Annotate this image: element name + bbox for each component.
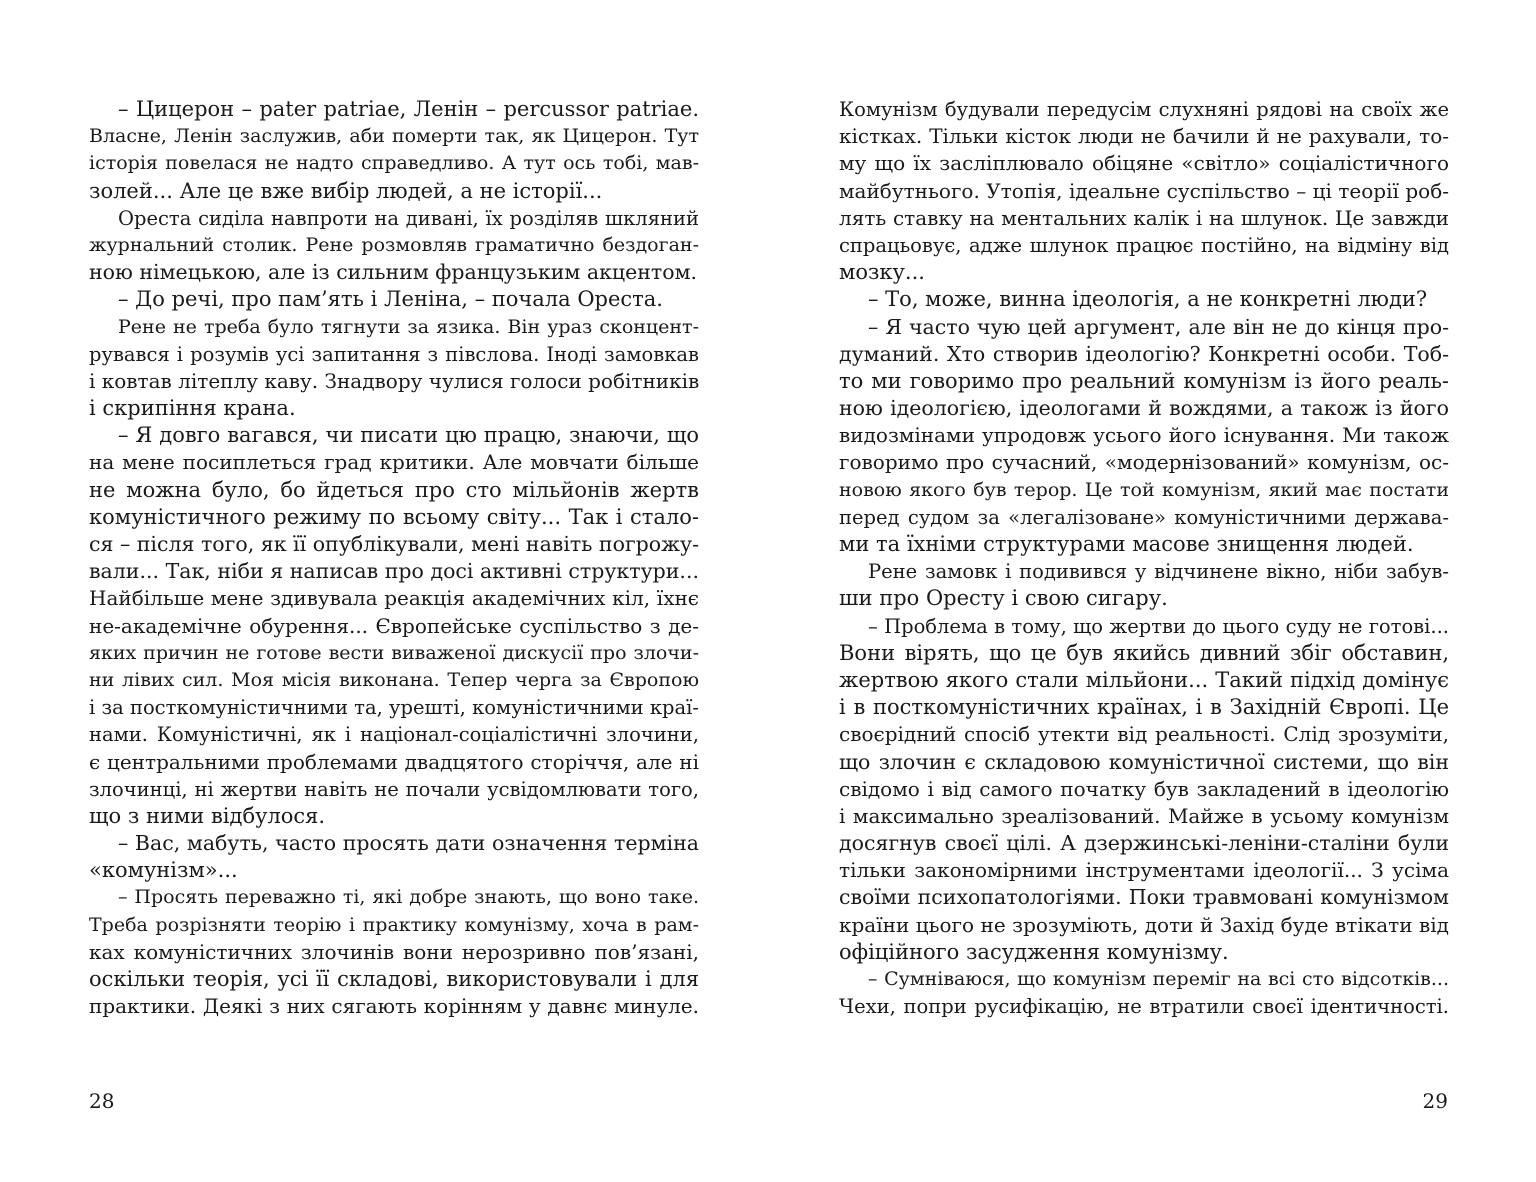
text-line: ся – після того, як її опублікували, мені навіть погрожу- [89,532,699,556]
text-line: Ореста сиділа навпроти на дивані, їх розділяв шкляний [118,206,699,230]
text-line: журнальний столик. Рене розмовляв граматично бездоган- [89,233,699,256]
text-line: Власне, Ленін заслужив, аби померти так, як Цицерон. Тут [89,125,699,148]
text-line: і в посткомуністичних країнах, і в Західній Європі. Це [839,695,1449,720]
page-number-left: 28 [89,1089,115,1113]
text-line: ми та їхніми структурами масове знищення людей. [839,532,1414,556]
text-line: не-академічне обурення... Європейське суспільство з де- [89,613,699,638]
text-line: лять ставку на ментальних калік і на шлунок. Це завжди [839,205,1449,230]
text-line: Вони вірять, що це був якийсь дивний збіг обставин, [839,640,1449,665]
text-line: що з ними відбулося. [89,803,326,828]
text-line: Треба розрізняти теорію і практику комунізму, хоча в рам- [89,913,699,936]
text-line: мозку... [839,260,925,285]
text-line: ною німецькою, але із сильним французьким акцентом. [89,260,698,285]
text-line: – Цицерон – pater patriae, Ленін – percussor patriae. [118,97,699,121]
left-page-text [89,96,699,1020]
text-line: вали... Так, ніби я написав про досі активні структури... [89,559,699,584]
text-line: Рене не треба було тягнути за язика. Він ураз сконцент- [118,315,699,338]
text-line: Комунізм будували передусім слухняні рядові на своїх же [839,98,1449,121]
text-line: нами. Комуністичні, як і націонал-соціалістичні злочини, [89,723,699,747]
text-line: ною ідеологією, ідеологами й вождями, а також із його [839,396,1449,421]
text-line: свідомо і від самого початку був закладений в ідеологію [839,776,1449,801]
text-line: Найбільше мене здивувала реакція академічних кіл, їхнє [89,586,699,611]
text-line: досягнув своєї цілі. А дзержинські-леніни-сталіни були [839,831,1449,856]
text-line: думаний. Хто створив ідеологію? Конкретні особи. Тоб- [839,341,1449,366]
text-line: своїми психопатологіями. Поки травмовані комунізмом [839,885,1449,910]
text-line: є центральними проблемами двадцятого сторіччя, але ні [89,749,699,774]
text-line: що злочин є складовою комуністичної системи, що він [839,749,1449,774]
text-line: практики. Деякі з них сягають корінням у давнє минуле. [89,994,699,1019]
text-line: майбутнього. Утопія, ідеальне суспільство – ці теорії роб- [839,178,1449,203]
text-line: своєрідний спосіб утекти від реальності. Слід зрозуміти, [839,722,1449,747]
text-line: – Проблема в тому, що жертви до цього суду не готові... [868,614,1449,638]
text-line: комуністичного режиму по всьому світу... Так і стало- [89,504,699,529]
text-line: оскільки теорія, усі її складові, використовували і для [89,967,699,991]
text-line: – Вас, мабуть, часто просять дати означення терміна [118,831,699,856]
text-line: – Просять переважно ті, які добре знають, що воно таке. [118,886,699,909]
text-line: і максимально зреалізований. Майже в усьому комунізм [839,803,1449,828]
text-line: – То, може, винна ідеологія, а не конкретні люди? [868,287,1428,312]
text-line: і скрипіння крана. [89,396,296,421]
text-line: країни цього не зрозуміють, доти й Захід буде втікати від [839,912,1449,937]
right-page-text [839,96,1449,1020]
text-line: новою якого був терор. Це той комунізм, який має постати [839,478,1449,501]
text-line: спрацьовує, адже шлунок працює постійно, на відміну від [839,233,1449,257]
text-line: тільки закономірними інструментами ідеології... З усіма [839,858,1449,883]
text-line: не можна було, бо йдеться про сто мільйонів жертв [89,477,699,502]
text-line: му що їх засліплювало обіцяне «світло» соціалістичного [839,151,1449,176]
page-number-right: 29 [1422,1089,1448,1113]
text-line: золей... Але це вже вибір людей, а не історії... [89,178,603,203]
text-line: Рене замовк і подивився у відчинене вікно, ніби забув- [868,560,1449,584]
text-line: Чехи, попри русифікацію, не втратили своєї ідентичності. [839,995,1449,1019]
text-line: і за посткомуністичними та, урешті, комуністичними краї- [89,696,699,720]
text-line: – Я часто чую цей аргумент, але він не до кінця про- [868,314,1449,339]
text-line: кістках. Тільки кісток люди не бачили й не рахували, то- [839,124,1449,149]
text-line: видозмінами упродовж усього його існування. Ми також [839,423,1449,448]
text-line: злочинці, ні жертви навіть не почали усвідомлювати того, [89,777,699,801]
text-line: ни лівих сил. Моя місія виконана. Тепер черга за Європою [89,668,699,691]
text-line: – Я довго вагався, чи писати цю працю, знаючи, що [118,423,699,448]
text-line: офіційного засудження комунізму. [839,939,1229,964]
text-line: ши про Оресту і свою сигару. [839,586,1168,611]
text-line: перед судом за «легалізоване» комуністичними держава- [839,505,1449,529]
text-line: рувався і розумів усі запитання з півслова. Іноді замовкав [89,342,699,366]
text-line: – До речі, про пам’ять і Леніна, – почала Ореста. [118,287,663,312]
text-line: на мене посиплеться град критики. Але мовчати більше [89,450,699,475]
text-line: яких причин не готове вести виваженої дискусії про злочи- [89,641,699,664]
text-line: то ми говоримо про реальний комунізм із його реаль- [839,368,1449,393]
text-line: – Сумніваюся, що комунізм переміг на всі сто відсотків... [868,968,1449,990]
text-line: «комунізм»... [89,858,238,883]
text-line: говоримо про сучасний, «модернізований» комунізм, ос- [839,450,1449,475]
text-line: історія повелася не надто справедливо. А тут ось тобі, мав- [89,152,699,175]
text-line: ках комуністичних злочинів вони нерозривно пов’язані, [89,939,699,964]
text-line: жертвою якого стали мільйони... Такий підхід домінує [839,667,1449,692]
text-line: і ковтав літеплу каву. Знадвору чулися голоси робітників [89,368,699,393]
